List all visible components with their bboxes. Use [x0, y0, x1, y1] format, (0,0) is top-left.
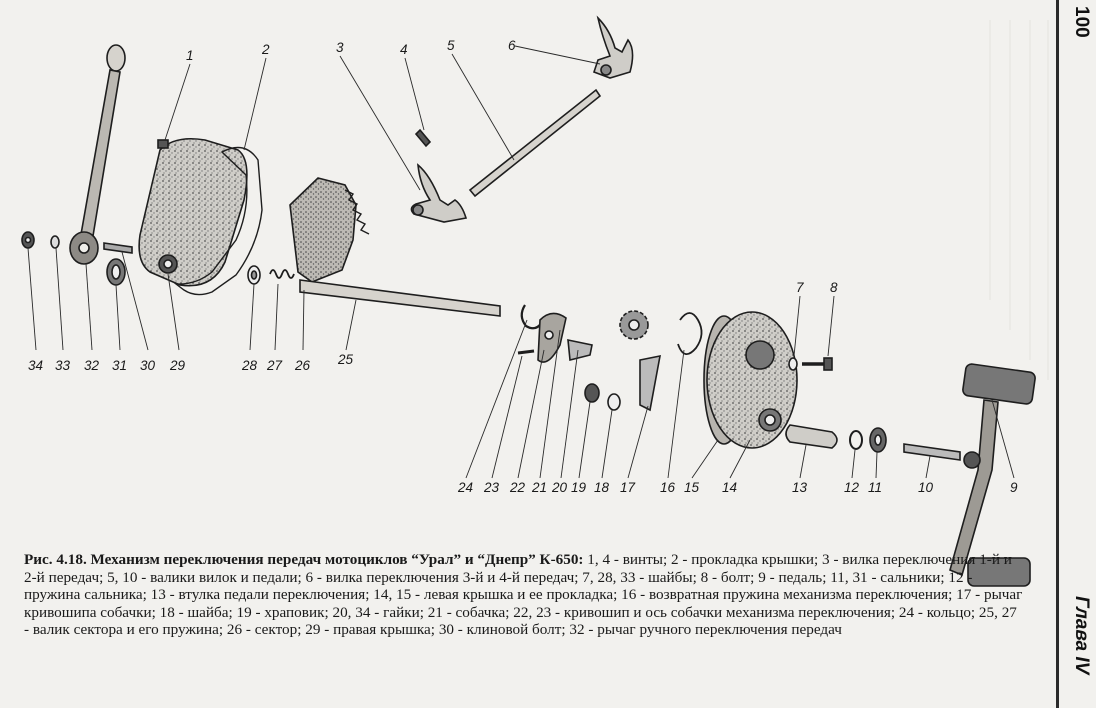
nut-part-20 — [585, 384, 599, 402]
callout-23: 23 — [484, 480, 500, 495]
callout-14: 14 — [722, 480, 738, 495]
washer-part-18 — [608, 394, 620, 410]
caption-title: Рис. 4.18. Механизм переключения передач мотоциклов “Урал” и “Днепр” К-650: — [24, 551, 584, 568]
callout-31: 31 — [112, 358, 128, 373]
seal-spring-part-12 — [850, 431, 862, 449]
callout-10: 10 — [918, 480, 934, 495]
callout-5: 5 — [447, 38, 455, 53]
callout-20: 20 — [552, 480, 568, 495]
fork-part-6 — [594, 18, 633, 78]
screw-part-4 — [416, 130, 430, 146]
sector-part-26 — [290, 178, 369, 282]
callout-7: 7 — [796, 280, 804, 295]
callout-24: 24 — [458, 480, 474, 495]
sleeve-part-13 — [786, 425, 837, 448]
spring-part-27 — [270, 270, 294, 278]
crank-part-22 — [538, 313, 566, 362]
callout-1: 1 — [186, 48, 194, 63]
callout-3: 3 — [336, 40, 344, 55]
screw-part-1 — [158, 140, 168, 148]
fork-shaft-part-5 — [470, 90, 600, 196]
nut-part-34 — [22, 232, 34, 248]
caption-legend: 1, 4 - винты; 2 - прокладка крышки; 3 - вилка переключения 1-й и 2-й передач; 5, 10 - валики вилок и педали; 6 - вилка переключения 3-й и 4-й передач; 7, 28, 33 - шайбы; 8 - болт; 9 - педаль; 11, 31 - сальники; 12 - пружина сальника; 13 - втулка педали переключения; 14, 15 - левая крышка и ее прокладка; 16 - возвратная пружина механизма переключения; 17 - рычаг кривошипа собачки; 18 - шайба; 19 - храповик; 20, 34 - гайки; 21 - собачка; 22, 23 - кривошип и ось собачки механизма переключения; 24 - кольцо; 25, 27 - валик сектора и его пружина; 26 - сектор; 29 - правая крышка; 30 - клиновой болт; 32 - рычаг ручного переключения передач — [24, 551, 1023, 639]
chapter-title: Глава IV — [1071, 596, 1092, 675]
callout-34: 34 — [28, 358, 44, 373]
callout-8: 8 — [830, 280, 838, 295]
callout-13: 13 — [792, 480, 808, 495]
figure-caption — [24, 551, 1024, 639]
fork-part-3 — [411, 165, 466, 222]
callout-33: 33 — [55, 358, 71, 373]
sector-shaft-part-25 — [300, 280, 500, 316]
callout-28: 28 — [242, 358, 258, 373]
pawl-part-21 — [568, 340, 592, 360]
callout-4: 4 — [400, 42, 408, 57]
return-spring-part-16 — [678, 313, 702, 354]
left-cover-part-14 — [707, 312, 797, 448]
callout-15: 15 — [684, 480, 700, 495]
page-number: 100 — [1071, 6, 1092, 38]
callout-26: 26 — [295, 358, 311, 373]
ratchet-part-19 — [620, 311, 648, 339]
callout-2: 2 — [262, 42, 270, 57]
callout-30: 30 — [140, 358, 156, 373]
margin-rule — [1056, 0, 1059, 708]
callout-11: 11 — [868, 480, 883, 495]
callout-21: 21 — [532, 480, 548, 495]
washer-part-33 — [51, 236, 59, 248]
callout-6: 6 — [508, 38, 516, 53]
callout-27: 27 — [267, 358, 283, 373]
callout-19: 19 — [571, 480, 587, 495]
pedal-shaft-part-10 — [904, 444, 960, 460]
callout-32: 32 — [84, 358, 100, 373]
callout-18: 18 — [594, 480, 610, 495]
seal-part-11 — [870, 428, 886, 452]
wedge-bolt-part-30 — [104, 243, 132, 253]
washer-part-7 — [789, 358, 797, 370]
callout-25: 25 — [338, 352, 354, 367]
callout-9: 9 — [1010, 480, 1018, 495]
bolt-part-8 — [802, 358, 832, 370]
seal-part-31 — [107, 259, 125, 285]
crank-lever-part-17 — [640, 356, 660, 410]
pin-part-23 — [518, 351, 534, 353]
washer-part-28 — [248, 266, 260, 284]
hand-lever-part-32 — [70, 45, 125, 264]
callout-17: 17 — [620, 480, 636, 495]
callout-22: 22 — [510, 480, 526, 495]
callout-12: 12 — [844, 480, 860, 495]
callout-16: 16 — [660, 480, 676, 495]
callout-29: 29 — [170, 358, 186, 373]
